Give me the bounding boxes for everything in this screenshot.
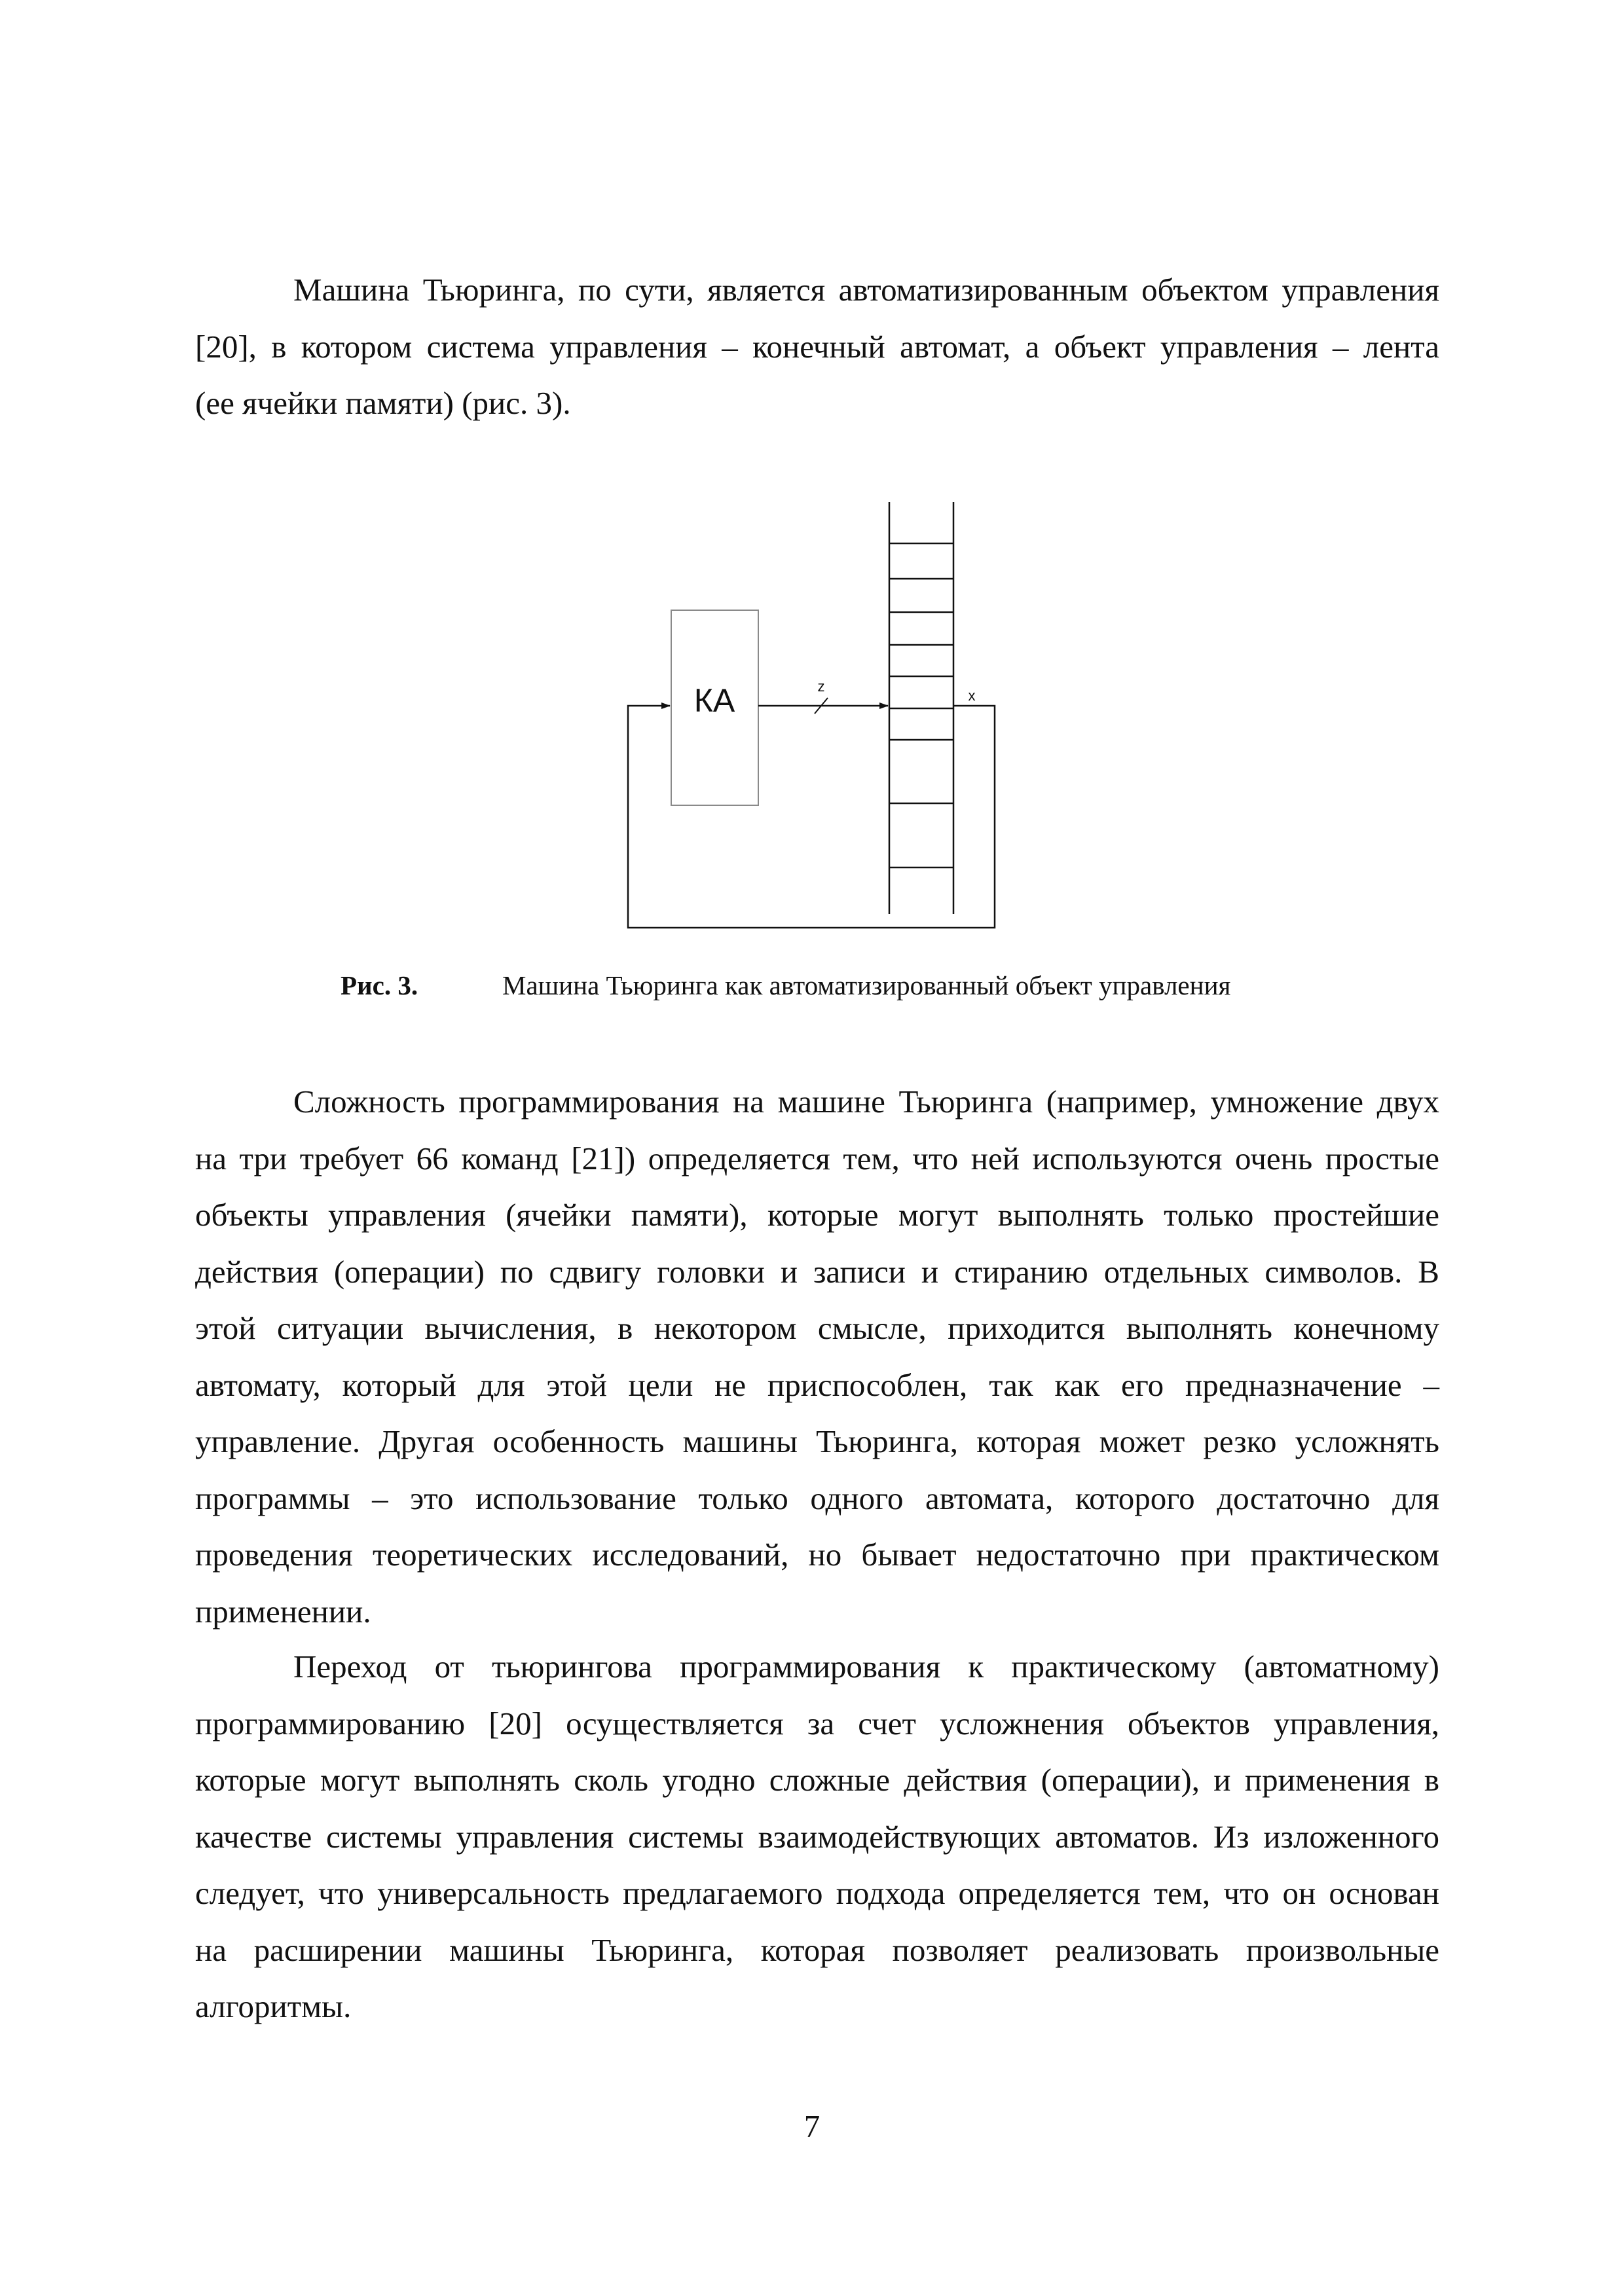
paragraph-transition: [195, 1639, 1439, 2035]
paragraph-complexity: [195, 1074, 1439, 1640]
text-line: следует, что универсальность предлагаемого подхода определяется тем, что он основан: [195, 1875, 1439, 1911]
caption-number: Рис. 3.: [341, 970, 418, 1000]
text-line: программы – это использование только одного автомата, которого достаточно для: [195, 1480, 1439, 1516]
text-line: Машина Тьюринга, по сути, является автоматизированным объектом управления: [293, 272, 1439, 308]
paragraph-intro: [195, 262, 1439, 432]
text-line: автомату, который для этой цели не приспособлен, так как его предназначение –: [195, 1366, 1439, 1403]
text-line: на три требует 66 команд [21]) определяется тем, что ней используются очень простые: [195, 1140, 1439, 1176]
text-line: [20], в котором система управления – конечный автомат, а объект управления – лента: [195, 328, 1439, 365]
page-number: 7: [803, 2108, 821, 2144]
z-label: z: [817, 678, 825, 695]
turing-machine-diagram: [616, 498, 1008, 943]
ka-label: КА: [693, 682, 735, 719]
text-line: объекты управления (ячейки памяти), которые могут выполнять только простейшие: [195, 1197, 1439, 1233]
text-line: Сложность программирования на машине Тьюринга (например, умножение двух: [293, 1084, 1439, 1120]
text-line: алгоритмы.: [195, 1988, 352, 2024]
text-line: управление. Другая особенность машины Тьюринга, которая может резко усложнять: [195, 1423, 1439, 1459]
x-label: x: [968, 687, 976, 704]
text-line: действия (операции) по сдвигу головки и записи и стиранию отдельных символов. В: [195, 1253, 1439, 1290]
text-line: применении.: [195, 1593, 371, 1630]
caption-text: Машина Тьюринга как автоматизированный объект управления: [502, 970, 1231, 1000]
text-line: (ее ячейки памяти) (рис. 3).: [195, 385, 571, 421]
text-line: проведения теоретических исследований, но бывает недостаточно при практическом: [195, 1537, 1439, 1573]
text-line: этой ситуации вычисления, в некотором смысле, приходится выполнять конечному: [195, 1310, 1439, 1346]
text-line: программированию [20] осуществляется за счет усложнения объектов управления,: [195, 1705, 1439, 1741]
text-line: которые могут выполнять сколь угодно сложные действия (операции), и применения в: [195, 1762, 1439, 1798]
text-line: Переход от тьюрингова программирования к практическому (автоматному): [293, 1649, 1439, 1685]
text-line: на расширении машины Тьюринга, которая позволяет реализовать произвольные: [195, 1931, 1439, 1968]
text-line: качестве системы управления системы взаимодействующих автоматов. Из изложенного: [195, 1818, 1439, 1855]
